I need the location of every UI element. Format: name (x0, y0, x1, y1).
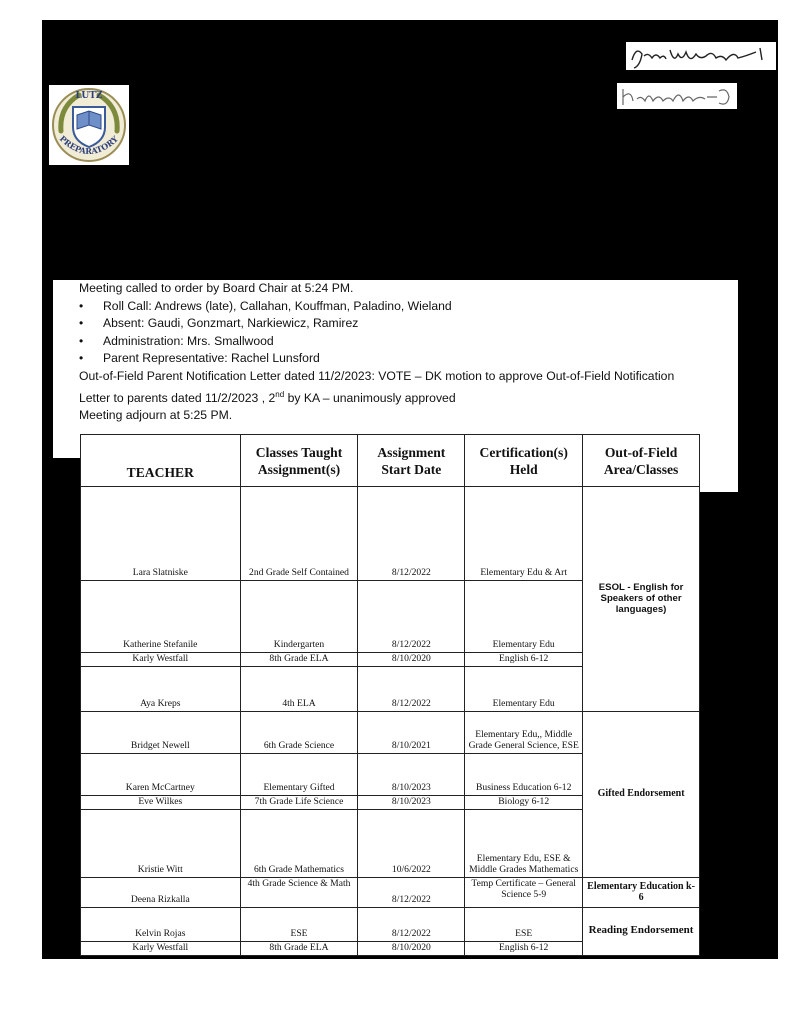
vote-line-2-end: by KA – unanimously approved (284, 390, 456, 405)
classes-cell: 8th Grade ELA (240, 653, 358, 667)
vote-line-1: Out-of-Field Parent Notification Letter dated 11/2/2023: VOTE – DK motion to approve Out-of-Field Notification (79, 368, 675, 383)
certification-cell: English 6-12 (465, 653, 583, 667)
start-date-cell: 8/10/2020 (358, 653, 465, 667)
teacher-cell: Bridget Newell (81, 712, 241, 754)
attendance-list (53, 298, 738, 368)
classes-cell: 8th Grade ELA (240, 942, 358, 956)
area-gifted-cell: Gifted Endorsement (583, 712, 700, 878)
teacher-cell: Karly Westfall (81, 653, 241, 667)
seal-text-bottom: PREPARATORY (57, 133, 120, 157)
area-esol-cell: ESOL - English for Speakers of other languages) (583, 487, 700, 712)
teacher-cell: Karen McCartney (81, 754, 241, 796)
absent-item: • Absent: Gaudi, Gonzmart, Narkiewicz, Ramirez (103, 315, 738, 333)
administration-item: • Administration: Mrs. Smallwood (103, 333, 738, 351)
start-date-cell: 8/12/2022 (358, 667, 465, 712)
classes-cell: 7th Grade Life Science (240, 796, 358, 810)
vote-line-2: Letter to parents dated 11/2/2023 , 2 (79, 390, 276, 405)
classes-cell: 2nd Grade Self Contained (240, 487, 358, 581)
certification-cell: Elementary Edu (465, 667, 583, 712)
teacher-cell: Kelvin Rojas (81, 908, 241, 942)
start-date-cell: 8/12/2022 (358, 908, 465, 942)
start-date-cell: 8/12/2022 (358, 878, 465, 908)
start-date-cell: 8/10/2021 (358, 712, 465, 754)
certification-cell: ESE (465, 908, 583, 942)
table-row (81, 712, 700, 754)
start-date-cell: 8/10/2023 (358, 754, 465, 796)
certification-cell: Elementary Edu (465, 581, 583, 653)
classes-cell: ESE (240, 908, 358, 942)
certification-cell: Temp Certificate – General Science 5-9 (465, 878, 583, 908)
start-date-cell: 8/10/2023 (358, 796, 465, 810)
start-date-cell: 8/10/2020 (358, 942, 465, 956)
parent-rep-item: • Parent Representative: Rachel Lunsford (103, 350, 738, 368)
start-date-cell: 8/12/2022 (358, 487, 465, 581)
header-teacher: TEACHER (81, 435, 241, 487)
signature-joyce-wieland (626, 42, 776, 70)
classes-cell: 6th Grade Mathematics (240, 810, 358, 878)
school-seal-logo (49, 85, 129, 165)
teacher-cell: Deena Rizkalla (81, 878, 241, 908)
header-start-date: Assignment Start Date (358, 435, 465, 487)
vote-superscript: nd (275, 389, 285, 399)
certification-cell: Biology 6-12 (465, 796, 583, 810)
seal-text-top: LUTZ (75, 91, 103, 101)
teacher-cell: Eve Wilkes (81, 796, 241, 810)
roll-call-item: • Roll Call: Andrews (late), Callahan, Kouffman, Paladino, Wieland (103, 298, 738, 316)
header-area: Out-of-Field Area/Classes (583, 435, 700, 487)
certification-cell: Elementary Edu,, Middle Grade General Science, ESE (465, 712, 583, 754)
table-header-row (81, 435, 700, 487)
teacher-cell: Karly Westfall (81, 942, 241, 956)
table-row (81, 878, 700, 908)
call-to-order-text: Meeting called to order by Board Chair at 5:24 PM. (79, 281, 354, 295)
classes-cell: 4th Grade Science & Math (240, 878, 358, 908)
vote-text (53, 368, 738, 407)
redaction-block-right (738, 280, 778, 958)
start-date-cell: 10/6/2022 (358, 810, 465, 878)
classes-cell: Elementary Gifted (240, 754, 358, 796)
teacher-cell: Kristie Witt (81, 810, 241, 878)
classes-cell: 4th ELA (240, 667, 358, 712)
header-classes: Classes Taught Assignment(s) (240, 435, 358, 487)
teacher-cell: Lara Slatniske (81, 487, 241, 581)
certification-cell: Elementary Edu & Art (465, 487, 583, 581)
redaction-block-right-inner (700, 492, 740, 958)
table-row (81, 908, 700, 942)
certification-cell: English 6-12 (465, 942, 583, 956)
adjourn-text: Meeting adjourn at 5:25 PM. (79, 408, 233, 423)
teacher-cell: Katherine Stefanile (81, 581, 241, 653)
signature-kim-smallwood (617, 83, 737, 109)
area-reading-cell: Reading Endorsement (583, 908, 700, 956)
certification-cell: Elementary Edu, ESE & Middle Grades Mathematics (465, 810, 583, 878)
header-certification: Certification(s) Held (465, 435, 583, 487)
out-of-field-table (80, 434, 700, 956)
area-elementary-cell: Elementary Education k-6 (583, 878, 700, 908)
certification-cell: Business Education 6-12 (465, 754, 583, 796)
start-date-cell: 8/12/2022 (358, 581, 465, 653)
classes-cell: Kindergarten (240, 581, 358, 653)
table-row (81, 487, 700, 581)
meeting-minutes (53, 280, 738, 458)
classes-cell: 6th Grade Science (240, 712, 358, 754)
teacher-cell: Aya Kreps (81, 667, 241, 712)
